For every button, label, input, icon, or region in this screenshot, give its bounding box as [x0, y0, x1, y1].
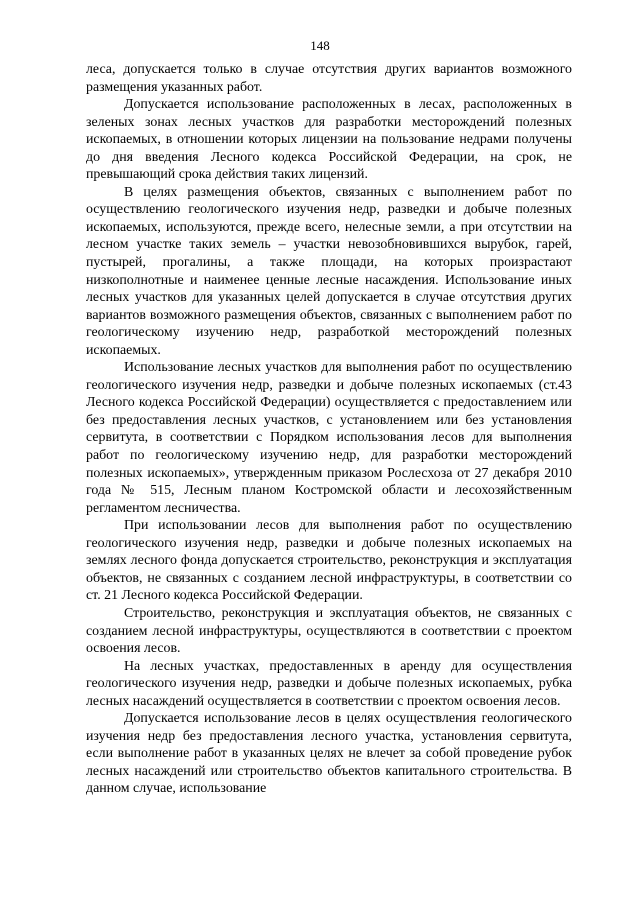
paragraph: На лесных участках, предоставленных в аренду для осуществления геологического изучения недр, разведки и добыче полезных ископаемых, рубка лесных насаждений осуществляется в соответствии с проектом освоения лесов. — [86, 658, 572, 709]
paragraph: При использовании лесов для выполнения работ по осуществлению геологического изучения недр, разведки и добыче полезных ископаемых на землях лесного фонда допускается строительство, реконструкция и эксплуатация объектов, не связанных с созданием лесной инфраструктуры, в соответствии со ст. 21 Лесного кодекса Российской Федерации. — [86, 518, 572, 604]
paragraph-continuation: леса, допускается только в случае отсутствия других вариантов возможного размещения указанных работ. — [86, 62, 572, 95]
paragraph: Строительство, реконструкция и эксплуатация объектов, не связанных с созданием лесной инфраструктуры, осуществляются в соответствии с проектом освоения лесов. — [86, 605, 572, 657]
paragraph: Использование лесных участков для выполнения работ по осуществлению геологического изучения недр, разведки и добыче полезных ископаемых (ст.43 Лесного кодекса Российской Федерации) осуществляется с предоставлением или без предоставления лесных участков, с установлением или без установления сервитута, в соответствии с Порядком использования лесов для выполнения работ по геологическому изучению недр, для разработки месторождений полезных ископаемых», утвержденным приказом Рослесхоза от 27 декабря 2010 года № 515, Лесным планом Костромской области и лесохозяйственным регламентом лесничества. — [86, 360, 572, 516]
paragraph: В целях размещения объектов, связанных с выполнением работ по осуществлению геологического изучения недр, разведки и добыче полезных ископаемых, используются, прежде всего, нелесные земли, а при отсутствии на лесном участке таких земель – участки невозобновившихся вырубок, гарей, пустырей, прогалины, а также площади, на которых произрастают низкополнотные и наименее ценные лесные насаждения. Использование иных лесных участков для указанных целей допускается в случае отсутствия других вариантов возможного размещения объектов, связанных с выполнением работ по геологическому изучению недр, разработкой месторождений полезных ископаемых. — [86, 184, 572, 358]
paragraph: Допускается использование расположенных в лесах, расположенных в зеленых зонах лесных участков для разработки месторождений полезных ископаемых, в отношении которых лицензии на пользование недрами получены до дня введения Лесного кодекса Российской Федерации, на срок, не превышающий срока действия таких лицензий. — [86, 97, 572, 183]
paragraph: Допускается использование лесов в целях осуществления геологического изучения недр без предоставления лесного участка, установления сервитута, если выполнение работ в указанных целях не влечет за собой проведение рубок лесных насаждений или строительство объектов капитального строительства. В данном случае, использование — [86, 711, 572, 797]
page-number: 148 — [310, 38, 330, 53]
document-body — [86, 61, 572, 798]
